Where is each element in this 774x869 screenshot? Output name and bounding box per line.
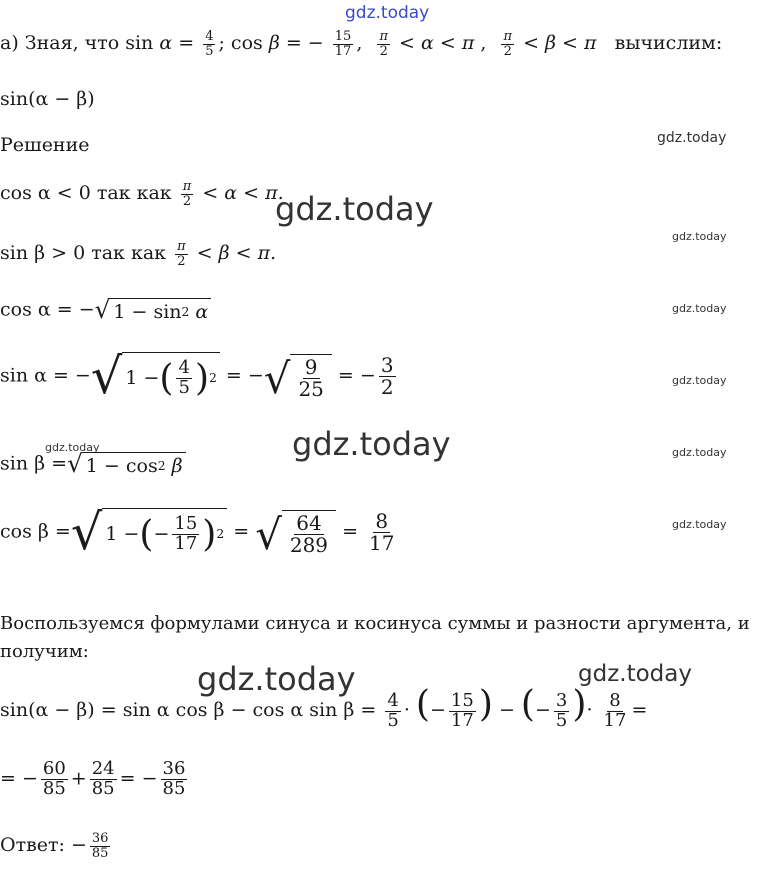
watermark: gdz.today (578, 661, 692, 687)
solution-heading: Решение (0, 134, 90, 156)
line-text: cos β = (0, 520, 71, 543)
line-text: sin α = − (0, 364, 91, 387)
fraction: $\frac{60}{85}$ (42, 758, 66, 799)
square-root: √ 1 − cos 2 β (67, 452, 186, 477)
fraction: $\frac{4}{5}$ (387, 689, 399, 731)
cos-alpha-sign: cos α < 0 так как $\frac{\pi}{2}$ < α < π. (0, 179, 284, 209)
watermark: gdz.today (672, 518, 727, 531)
fraction: $\frac{15}{17}$ (334, 29, 352, 59)
task-expression: sin(α − β) (0, 88, 95, 110)
watermark: gdz.today (197, 660, 356, 698)
square-root: √ $\frac{64}{289}$ (255, 510, 336, 556)
watermark: gdz.today (275, 190, 434, 228)
line-text: sin β > 0 так как (0, 242, 167, 265)
fraction: $\frac{\pi}{2}$ (177, 239, 186, 269)
fraction: $\frac{3}{5}$ (555, 689, 568, 731)
sin-alpha-computation: sin α = − √ 1 − ( $\frac{4}{5}$ ) 2 = − √ $\frac{9}{25}$ = − $\frac{3}{2}$ (0, 347, 394, 405)
cos-alpha-formula (0, 295, 211, 325)
watermark: gdz.today (292, 425, 451, 463)
fraction: $\frac{24}{85}$ (91, 758, 115, 799)
fraction: $\frac{3}{2}$ (380, 353, 394, 400)
square-root: √ 1 − ( − $\frac{15}{17}$ ) 2 (71, 508, 227, 557)
watermark: gdz.today (45, 441, 100, 454)
problem-statement: а) Зная, что sin α = $\frac{4}{5}$ ; cos β = − $\frac{15}{17}$ , $\frac{\pi}{2}$ < α < π , $\frac{\pi}{2}$ < β < π вычислим: (0, 29, 723, 59)
fraction: $\frac{36}{85}$ (91, 831, 109, 861)
line-text: sin(α − β) = sin α cos β − cos α sin β = (0, 699, 377, 721)
result-line: = − $\frac{60}{85}$ + $\frac{24}{85}$ = − $\frac{36}{85}$ (0, 758, 186, 799)
fraction: $\frac{\pi}{2}$ (503, 29, 513, 59)
explanation-paragraph: Воспользуемся формулами синуса и косинуса суммы и разности аргумента, и получим: (0, 613, 750, 662)
answer-label: Ответ: − (0, 834, 87, 857)
fraction: $\frac{\pi}{2}$ (379, 29, 388, 59)
watermark: gdz.today (657, 130, 727, 146)
fraction: $\frac{8}{17}$ (603, 689, 627, 731)
square-root: √ $\frac{9}{25}$ (264, 354, 332, 400)
watermark: gdz.today (672, 446, 727, 459)
symbol: α = (159, 32, 195, 55)
answer (0, 832, 113, 860)
problem-cos: cos (230, 32, 263, 55)
fraction: $\frac{15}{17}$ (450, 689, 474, 731)
main-formula: sin(α − β) = sin α cos β − cos α sin β = $\frac{4}{5}$ · (− $\frac{15}{17}$ ) − (− $\frac{3}{5}$ )· $\frac{8}{17}$ = (0, 683, 648, 731)
fraction: $\frac{\pi}{2}$ (182, 179, 192, 209)
problem-lead: а) Зная, что sin (0, 32, 154, 55)
square-root: √ 1 − ( $\frac{4}{5}$ ) 2 (91, 352, 220, 401)
watermark: gdz.today (672, 374, 727, 387)
watermark: gdz.today (672, 302, 727, 315)
problem-tail: вычислим: (614, 32, 723, 55)
cos-beta-computation: cos β = √ 1 − ( − $\frac{15}{17}$ ) 2 = √ $\frac{64}{289}$ = $\frac{8}{17}$ (0, 503, 395, 561)
line-text: sin β = (0, 452, 68, 475)
fraction: $\frac{4}{5}$ (205, 29, 214, 59)
square-root: √ 1 − sin 2 α (95, 298, 212, 323)
fraction: $\frac{8}{17}$ (369, 509, 395, 556)
watermark-top: gdz.today (345, 3, 430, 23)
sin-beta-formula (0, 449, 186, 479)
line-text: cos α < 0 так как (0, 182, 172, 205)
fraction: $\frac{36}{85}$ (162, 758, 186, 799)
watermark: gdz.today (672, 230, 727, 243)
line-text: cos α = − (0, 298, 95, 321)
sin-beta-sign: sin β > 0 так как $\frac{\pi}{2}$ < β < π. (0, 239, 277, 269)
